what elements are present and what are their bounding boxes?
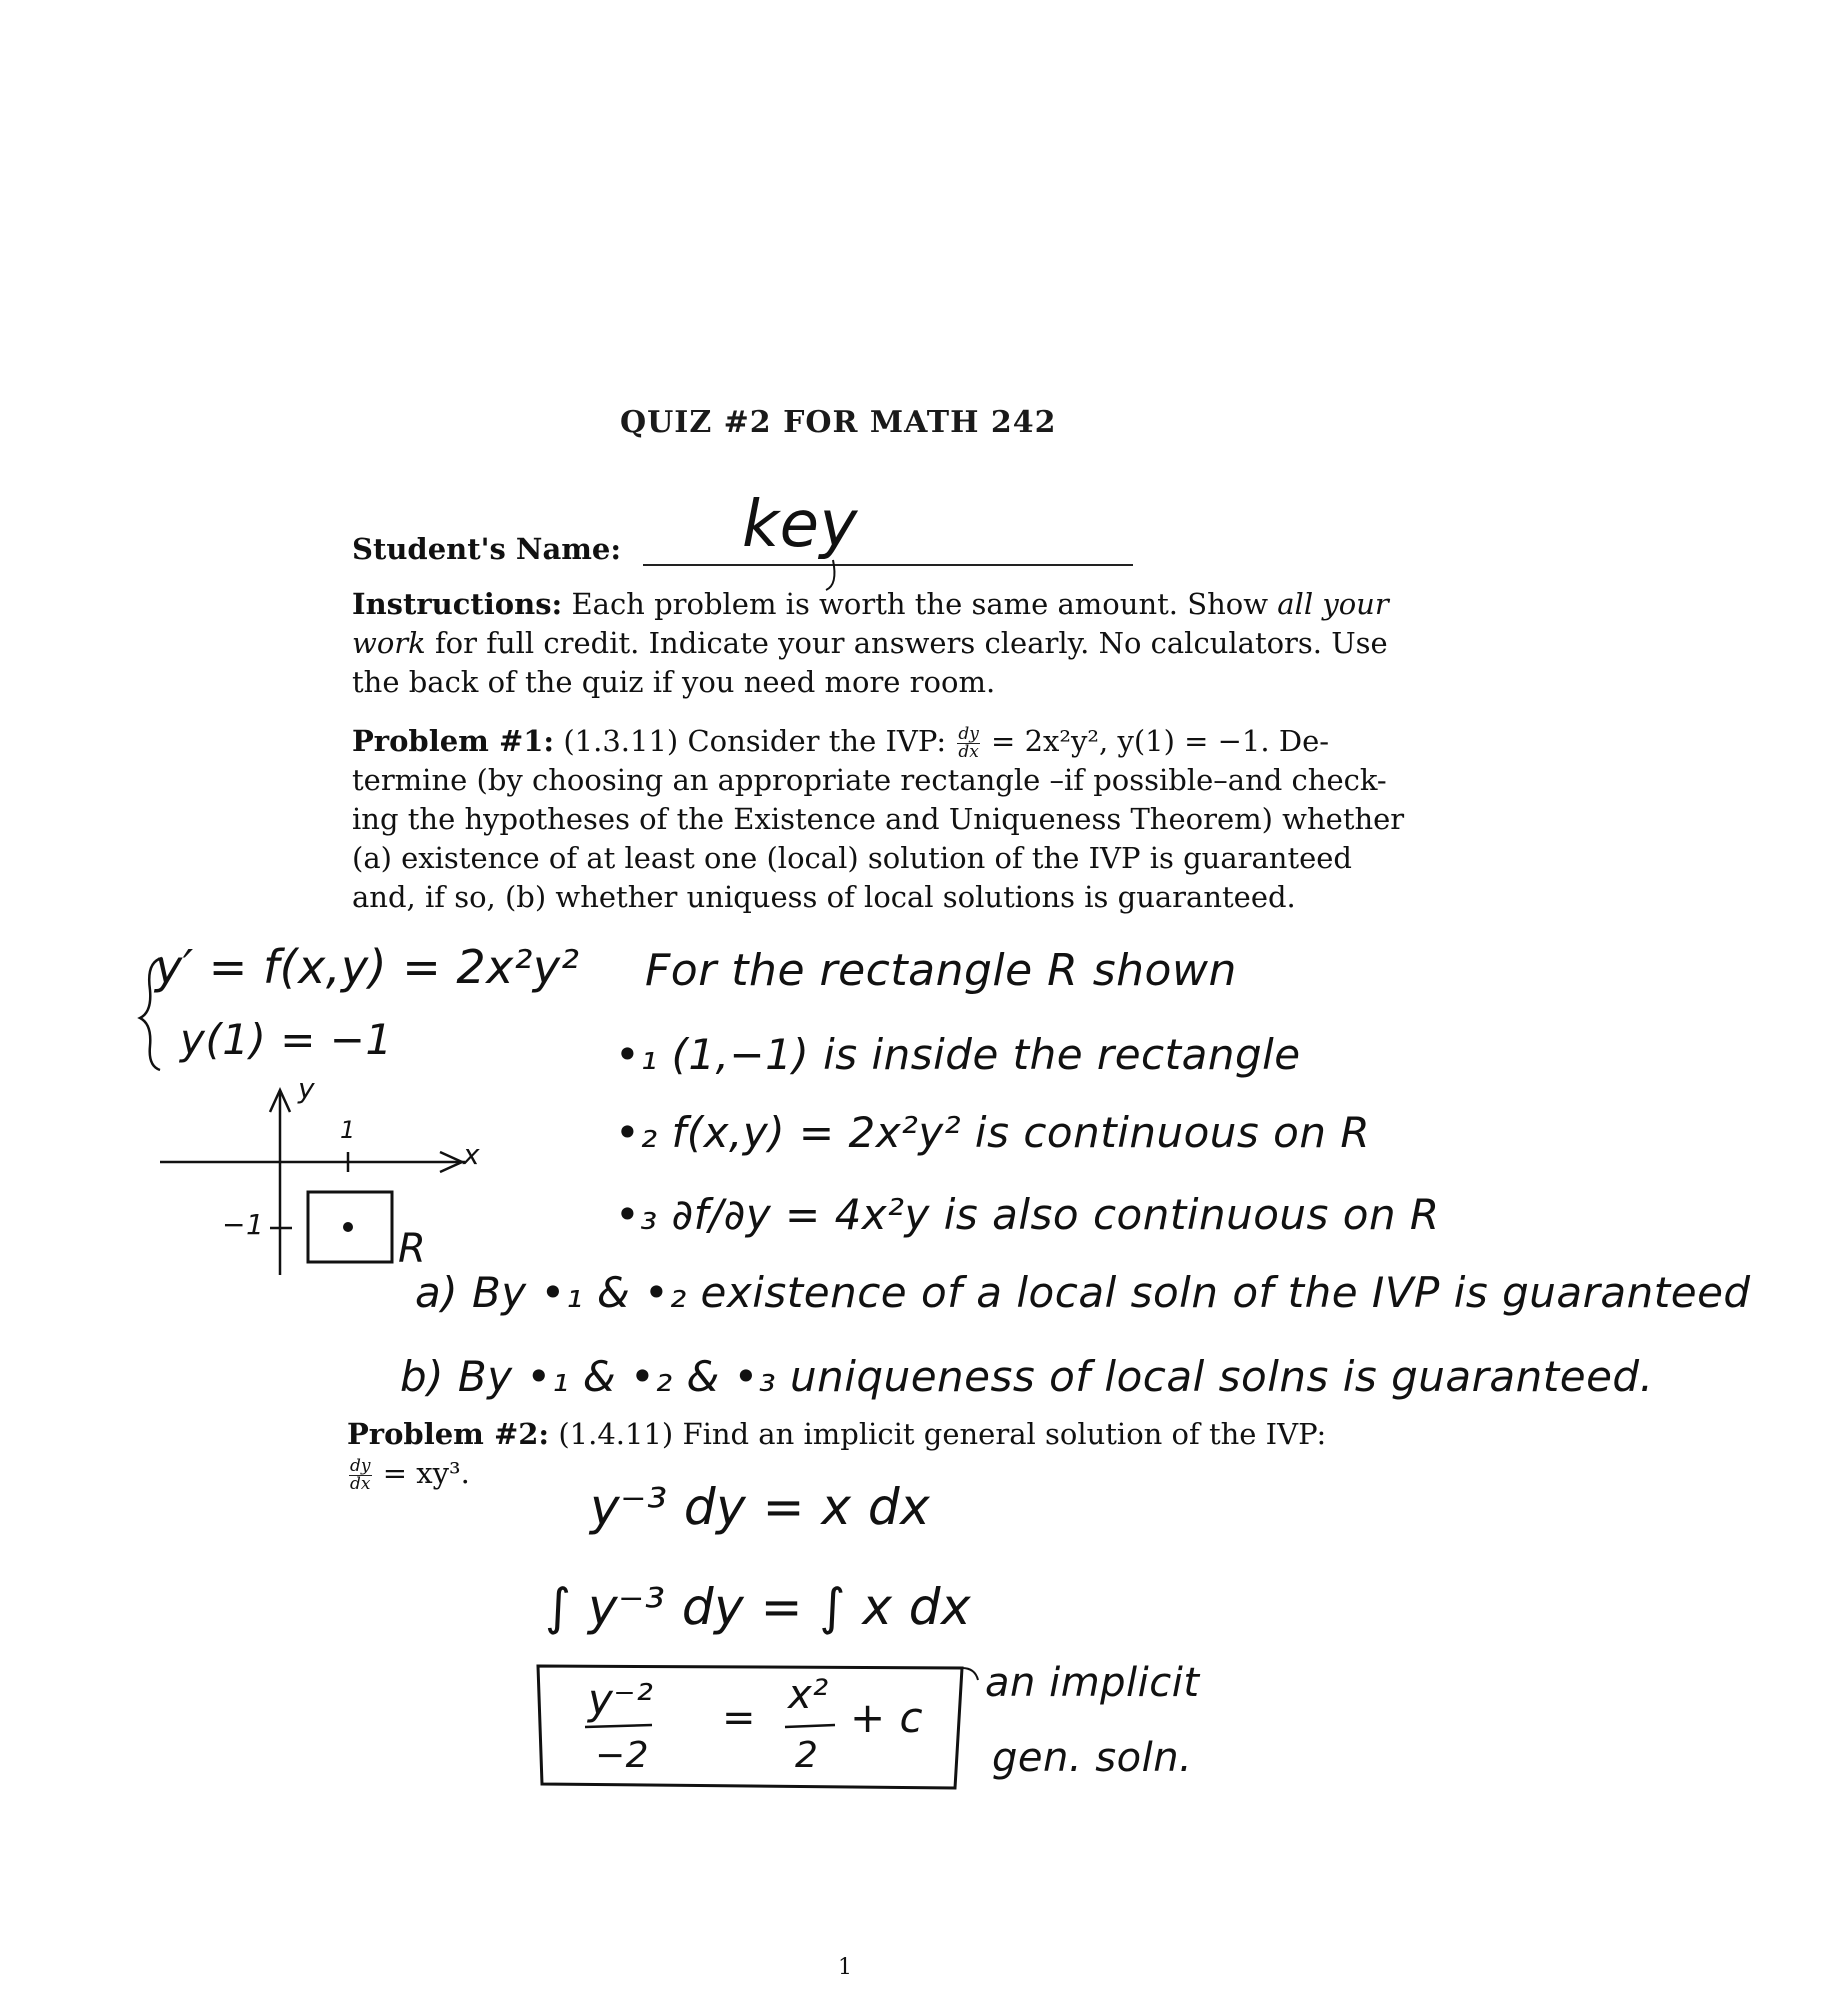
hw-note-2: •₁ (1,−1) is inside the rectangle: [615, 1030, 1301, 1079]
hw-ivp-line-2: y(1) = −1: [180, 1015, 393, 1064]
problem-1-label: Problem #1:: [352, 724, 555, 758]
hw-rect-label: R: [398, 1226, 427, 1272]
hw-boxed-eq: =: [722, 1695, 757, 1741]
hw-answer-b: b) By •₁ & •₂ & •₃ uniqueness of local solns is guaranteed.: [400, 1352, 1654, 1401]
problem-1-line-2: termine (by choosing an appropriate rectangle –if possible–and check-: [352, 763, 1387, 797]
problem-1-frac-num: dy: [958, 723, 979, 744]
instructions-emph-2: work: [352, 626, 426, 660]
hw-boxed-rhs-num: x²: [788, 1672, 829, 1718]
problem-1-derivative: [957, 723, 980, 762]
rectangle-r: [308, 1192, 392, 1262]
problem-1-line-1-post: = 2x²y², y(1) = −1. De-: [991, 724, 1330, 758]
problem-2-line-1: (1.4.11) Find an implicit general solution of the IVP:: [558, 1417, 1327, 1451]
instructions-label: Instructions:: [352, 587, 563, 621]
problem-1-line-4: (a) existence of at least one (local) solution of the IVP is guaranteed: [352, 841, 1352, 875]
problem-2-line-2-post: = xy³.: [382, 1456, 470, 1490]
lhs-fraction-bar: [585, 1725, 652, 1727]
hw-boxed-lhs-num: y⁻²: [588, 1675, 654, 1724]
problem-2-frac-num: dy: [350, 1455, 371, 1476]
page-number: 1: [838, 1955, 852, 1980]
hw-step-2: ∫ y⁻³ dy = ∫ x dx: [545, 1578, 972, 1636]
student-name-line: [643, 564, 1133, 566]
side-bracket: [962, 1668, 978, 1680]
hw-ivp-line-1: y′ = f(x,y) = 2x²y²: [155, 940, 580, 994]
rhs-fraction-bar: [785, 1725, 835, 1727]
student-name-handwritten: key: [742, 488, 858, 562]
hw-tick-y-label: −1: [222, 1208, 265, 1241]
instructions-text-2: for full credit. Indicate your answers clearly. No calculators. Use: [434, 626, 1388, 660]
problem-1-frac-den: dx: [958, 741, 979, 762]
hw-tick-x-label: 1: [340, 1116, 356, 1144]
x-axis-arrow: [440, 1152, 462, 1172]
problem-2-label: Problem #2:: [347, 1417, 550, 1451]
hw-boxed-rhs-den: 2: [795, 1735, 819, 1776]
instructions-text-3: the back of the quiz if you need more room.: [352, 665, 996, 699]
hw-boxed-rhs-const: + c: [850, 1693, 924, 1742]
hw-side-note-1: an implicit: [985, 1660, 1200, 1706]
y-axis-arrow: [270, 1090, 290, 1112]
problem-2-derivative: [349, 1455, 372, 1494]
hw-side-note-2: gen. soln.: [992, 1735, 1193, 1781]
problem-2-frac-den: dx: [350, 1473, 371, 1494]
problem-1-line-1-pre: (1.3.11) Consider the IVP:: [563, 724, 947, 758]
instructions-block: [352, 585, 1389, 702]
hw-step-1: y⁻³ dy = x dx: [590, 1478, 931, 1536]
problem-1-line-3: ing the hypotheses of the Existence and Uniqueness Theorem) whether: [352, 802, 1405, 836]
hw-boxed-lhs-den: −2: [595, 1735, 650, 1776]
page-title: QUIZ #2 FOR MATH 242: [620, 405, 1057, 440]
hw-axis-x-label: x: [463, 1138, 481, 1171]
problem-1-block: [352, 722, 1405, 917]
initial-point-dot: [343, 1222, 353, 1232]
hw-note-3: •₂ f(x,y) = 2x²y² is continuous on R: [615, 1108, 1371, 1157]
hw-axis-y-label: y: [298, 1072, 316, 1105]
student-name-label: Student's Name:: [352, 532, 622, 566]
hw-note-1: For the rectangle R shown: [645, 945, 1237, 996]
instructions-text-1: Each problem is worth the same amount. Show: [571, 587, 1269, 621]
hw-note-4: •₃ ∂f/∂y = 4x²y is also continuous on R: [615, 1190, 1440, 1239]
instructions-emph-1: all your: [1277, 587, 1389, 621]
hw-answer-a: a) By •₁ & •₂ existence of a local soln of the IVP is guaranteed: [415, 1268, 1751, 1317]
problem-1-line-5: and, if so, (b) whether uniquess of local solutions is guaranteed.: [352, 880, 1296, 914]
